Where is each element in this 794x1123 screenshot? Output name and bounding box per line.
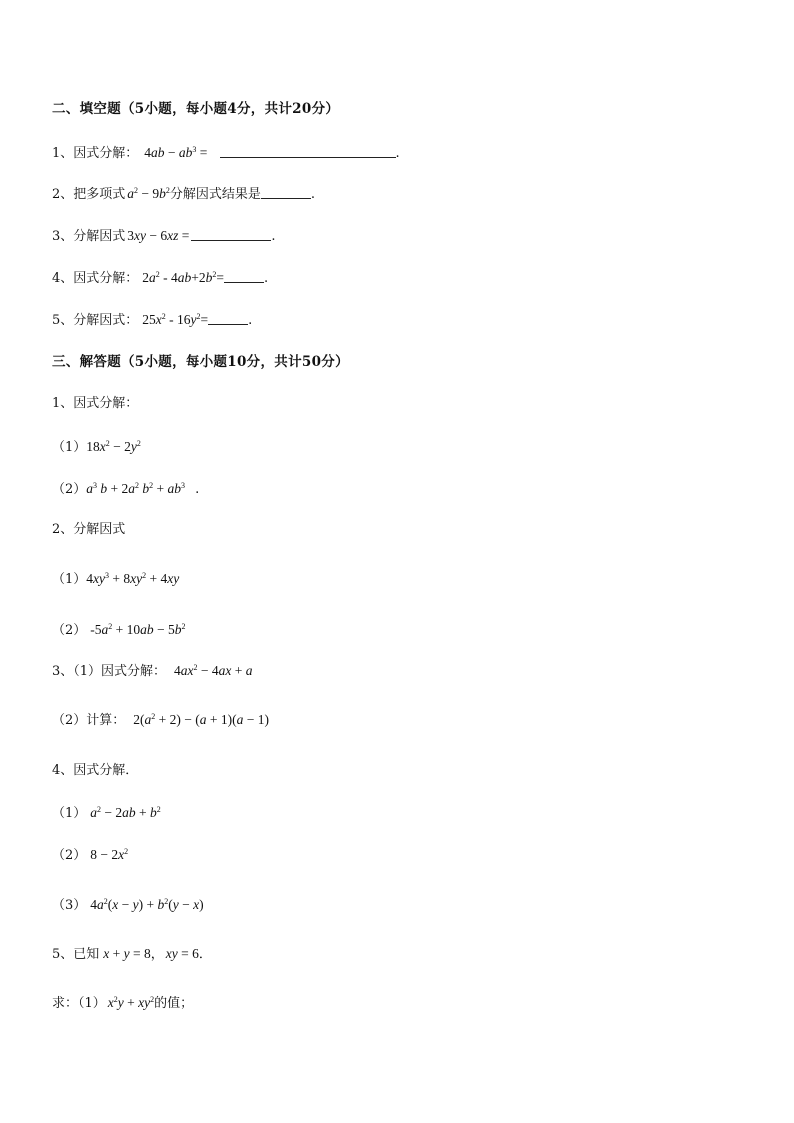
part-label: （2） [52,623,87,638]
q5-title [52,945,212,964]
math-expression: $a^2 - 2ab + b^2$ [90,805,161,820]
answer-blank [224,270,264,283]
math-expression: $2(a^2 + 2) - (a + 1)(a - 1)$ [133,712,269,727]
math-expression: $4ax^2 - 4ax + a$ [174,663,253,678]
period: . [271,229,276,244]
question-label: 4、因式分解： [52,271,139,286]
math-expression: $x^2y + xy^2$ [107,995,155,1010]
fill-question-1 [52,144,400,163]
period: . [395,146,400,161]
section-3-heading: 三、解答题（5小题，每小题10分，共计50分） [52,354,349,370]
part-label: 3、（1）因式分解： [52,664,167,679]
period: . [195,482,200,497]
period: . [264,271,269,286]
math-expression: xy = 6 [165,946,199,961]
question-label: 5、已知 [52,947,100,962]
separator: ， [150,947,164,962]
q1-part-1 [52,438,141,457]
q5-ask [52,994,193,1013]
question-label: 5、分解因式： [52,313,139,328]
question-label: 1、因式分解： [52,146,139,161]
math-expression: $2a^2 - 4ab+2b^2=$ [142,270,225,285]
part-label: （2）计算： [52,713,126,728]
q2-part-1 [52,570,179,589]
fill-question-3 [52,227,276,246]
math-expression: $18x^2 - 2y^2$ [86,439,141,454]
q4-title: 4、因式分解． [52,763,139,778]
q2-title: 2、分解因式 [52,522,126,537]
q4-part-2 [52,846,128,865]
answer-blank [191,228,271,241]
math-expression: $a^2 - 9b^2$ [127,186,170,201]
q2-part-2 [52,621,186,640]
question-text: 分解因式结果是 [169,187,261,202]
answer-blank [261,186,311,199]
fill-question-5 [52,311,252,330]
part-label: （1） [52,572,87,587]
math-expression: $4ab - ab^3$ = [144,145,208,160]
math-expression: $8 - 2x^2$ [90,847,129,862]
question-label: 2、把多项式 [52,187,126,202]
answer-blank [220,145,396,158]
question-label: 3、分解因式 [52,229,126,244]
q3-part-2 [52,711,269,730]
math-expression: $-5a^2 + 10ab - 5b^2$ [90,622,186,637]
part-label: （1） [52,440,87,455]
part-label: （1） [52,806,87,821]
section-2-heading: 二、填空题（5小题，每小题4分，共计20分） [52,101,340,117]
math-expression: $a^3$ $b + 2a^2$ $b^2 + ab^3$ [86,481,186,496]
math-expression: 3xy − 6xz = [127,228,190,243]
math-expression: $4xy^3 + 8xy^2 + 4xy$ [86,571,180,586]
fill-question-4 [52,269,268,288]
period: . [310,187,316,202]
part-label: （3） [52,898,87,913]
part-label: （2） [52,482,87,497]
q3-part-1 [52,662,253,681]
part-label: （2） [52,848,87,863]
answer-blank [208,312,248,325]
q1-title: 1、因式分解： [52,396,139,411]
fill-question-2 [52,185,315,204]
math-expression: $4a^2(x - y) + b^2(y - x)$ [90,897,204,912]
q1-part-2 [52,480,199,499]
q4-part-1 [52,804,161,823]
math-expression: $25x^2 - 16y^2=$ [142,312,209,327]
math-expression: x + y = 8 [103,946,151,961]
period: ． [198,947,212,962]
question-text: 的值； [154,996,194,1011]
period: . [248,313,253,328]
q4-part-3 [52,896,204,915]
part-label: 求：（1） [52,996,106,1011]
